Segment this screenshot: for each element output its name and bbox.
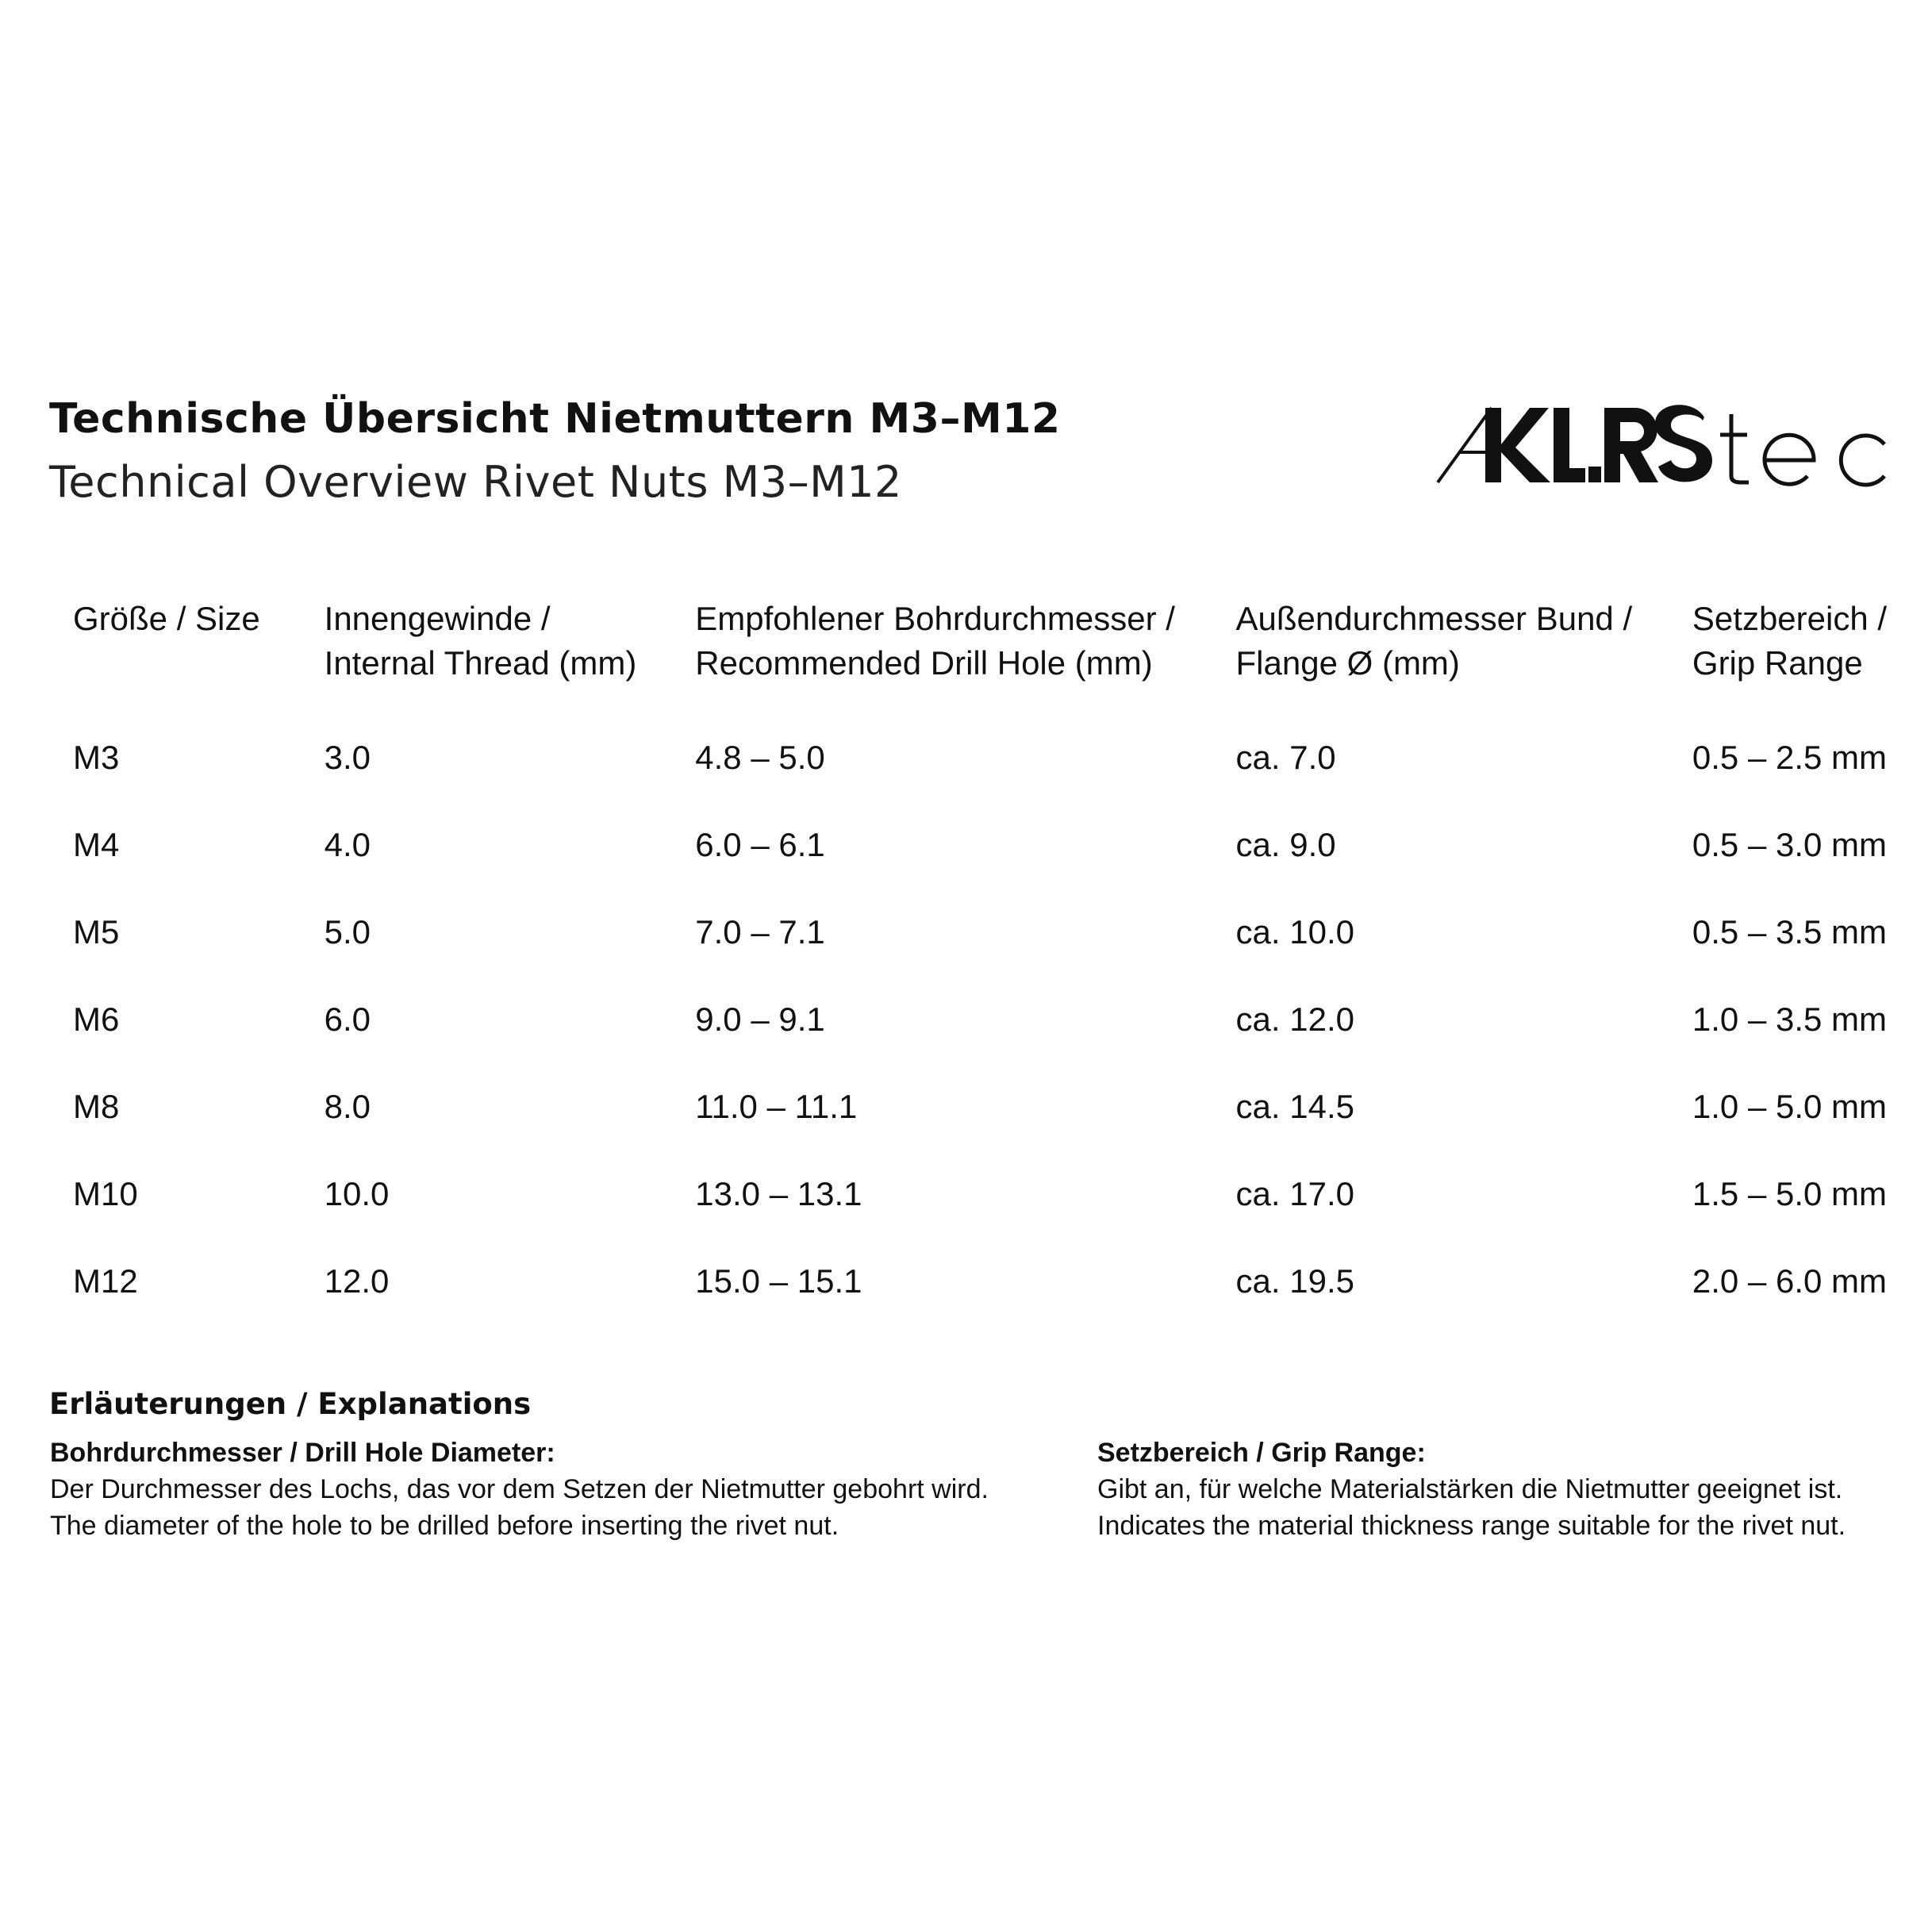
cell-flange: ca. 7.0 (1235, 739, 1336, 776)
table-row (62, 1150, 1932, 1238)
cell-size: M4 (73, 826, 120, 863)
logo-tec (1720, 414, 1884, 485)
table-row (62, 889, 1932, 976)
cell-thread: 12.0 (324, 1262, 390, 1300)
column-header-size (62, 597, 313, 714)
column-header-line: Innengewinde / (324, 600, 551, 637)
table-row (62, 801, 1932, 889)
cell-flange: ca. 9.0 (1235, 826, 1336, 863)
explanation-text-de: Der Durchmesser des Lochs, das vor dem Setzen der Nietmutter gebohrt wird. (50, 1474, 989, 1504)
explanation-grip-range (1097, 1435, 1846, 1544)
column-header-thread (313, 597, 685, 714)
logo-bold-letters (1485, 405, 1712, 482)
cell-flange: ca. 10.0 (1235, 913, 1354, 951)
logo-a-mark (1438, 408, 1492, 482)
column-header-line: Setzbereich / (1692, 600, 1888, 637)
cell-flange: ca. 19.5 (1235, 1262, 1354, 1300)
explanation-text-en: The diameter of the hole to be drilled before inserting the rivet nut. (50, 1511, 839, 1541)
cell-thread: 10.0 (324, 1175, 390, 1212)
cell-drill-hole: 13.0 – 13.1 (695, 1175, 862, 1212)
cell-drill-hole: 4.8 – 5.0 (695, 739, 825, 776)
column-header-line: Außendurchmesser Bund / (1235, 600, 1633, 637)
cell-drill-hole: 9.0 – 9.1 (695, 1001, 825, 1038)
column-header-line: Internal Thread (mm) (324, 644, 637, 682)
cell-thread: 8.0 (324, 1088, 371, 1125)
cell-size: M10 (73, 1175, 138, 1212)
cell-thread: 3.0 (324, 739, 371, 776)
table-row (62, 1238, 1932, 1325)
cell-flange: ca. 17.0 (1235, 1175, 1354, 1212)
cell-drill-hole: 7.0 – 7.1 (695, 913, 825, 951)
column-header-line: Recommended Drill Hole (mm) (695, 644, 1153, 682)
table-row (62, 1063, 1932, 1150)
cell-flange: ca. 14.5 (1235, 1088, 1354, 1125)
column-header-drill-hole (684, 597, 1224, 714)
table-row (62, 976, 1932, 1063)
cell-size: M3 (73, 739, 120, 776)
cell-grip-range: 0.5 – 2.5 mm (1692, 739, 1888, 776)
page-title: Technische Übersicht Nietmuttern M3–M12 (49, 395, 1061, 443)
cell-flange: ca. 12.0 (1235, 1001, 1354, 1038)
column-header-flange (1225, 597, 1681, 714)
explanation-title: Setzbereich / Grip Range: (1097, 1438, 1426, 1468)
table-header-row (62, 597, 1932, 714)
cell-size: M12 (73, 1262, 138, 1300)
explanation-text-en: Indicates the material thickness range suitable for the rivet nut. (1097, 1511, 1846, 1541)
brand-logo (1436, 397, 1888, 492)
explanation-title: Bohrdurchmesser / Drill Hole Diameter: (50, 1438, 555, 1468)
page-subtitle: Technical Overview Rivet Nuts M3–M12 (49, 457, 902, 507)
cell-grip-range: 0.5 – 3.0 mm (1692, 826, 1888, 863)
column-header-line: Flange Ø (mm) (1235, 644, 1460, 682)
cell-drill-hole: 6.0 – 6.1 (695, 826, 825, 863)
cell-grip-range: 1.0 – 3.5 mm (1692, 1001, 1888, 1038)
explanation-drill-hole (50, 1435, 989, 1544)
table-row (62, 714, 1932, 801)
explanation-text-de: Gibt an, für welche Materialstärken die Nietmutter geeignet ist. (1097, 1474, 1843, 1504)
cell-thread: 6.0 (324, 1001, 371, 1038)
spec-table (62, 597, 1932, 1325)
cell-drill-hole: 15.0 – 15.1 (695, 1262, 862, 1300)
cell-grip-range: 2.0 – 6.0 mm (1692, 1262, 1888, 1300)
cell-thread: 4.0 (324, 826, 371, 863)
cell-size: M5 (73, 913, 120, 951)
column-header-line: Größe / Size (73, 600, 260, 637)
cell-grip-range: 1.0 – 5.0 mm (1692, 1088, 1888, 1125)
explanations-heading: Erläuterungen / Explanations (49, 1387, 532, 1421)
column-header-grip-range (1681, 597, 1932, 714)
column-header-line: Empfohlener Bohrdurchmesser / (695, 600, 1175, 637)
cell-grip-range: 0.5 – 3.5 mm (1692, 913, 1888, 951)
cell-grip-range: 1.5 – 5.0 mm (1692, 1175, 1888, 1212)
column-header-line: Grip Range (1692, 644, 1863, 682)
cell-thread: 5.0 (324, 913, 371, 951)
cell-drill-hole: 11.0 – 11.1 (695, 1088, 858, 1125)
cell-size: M8 (73, 1088, 120, 1125)
cell-size: M6 (73, 1001, 120, 1038)
